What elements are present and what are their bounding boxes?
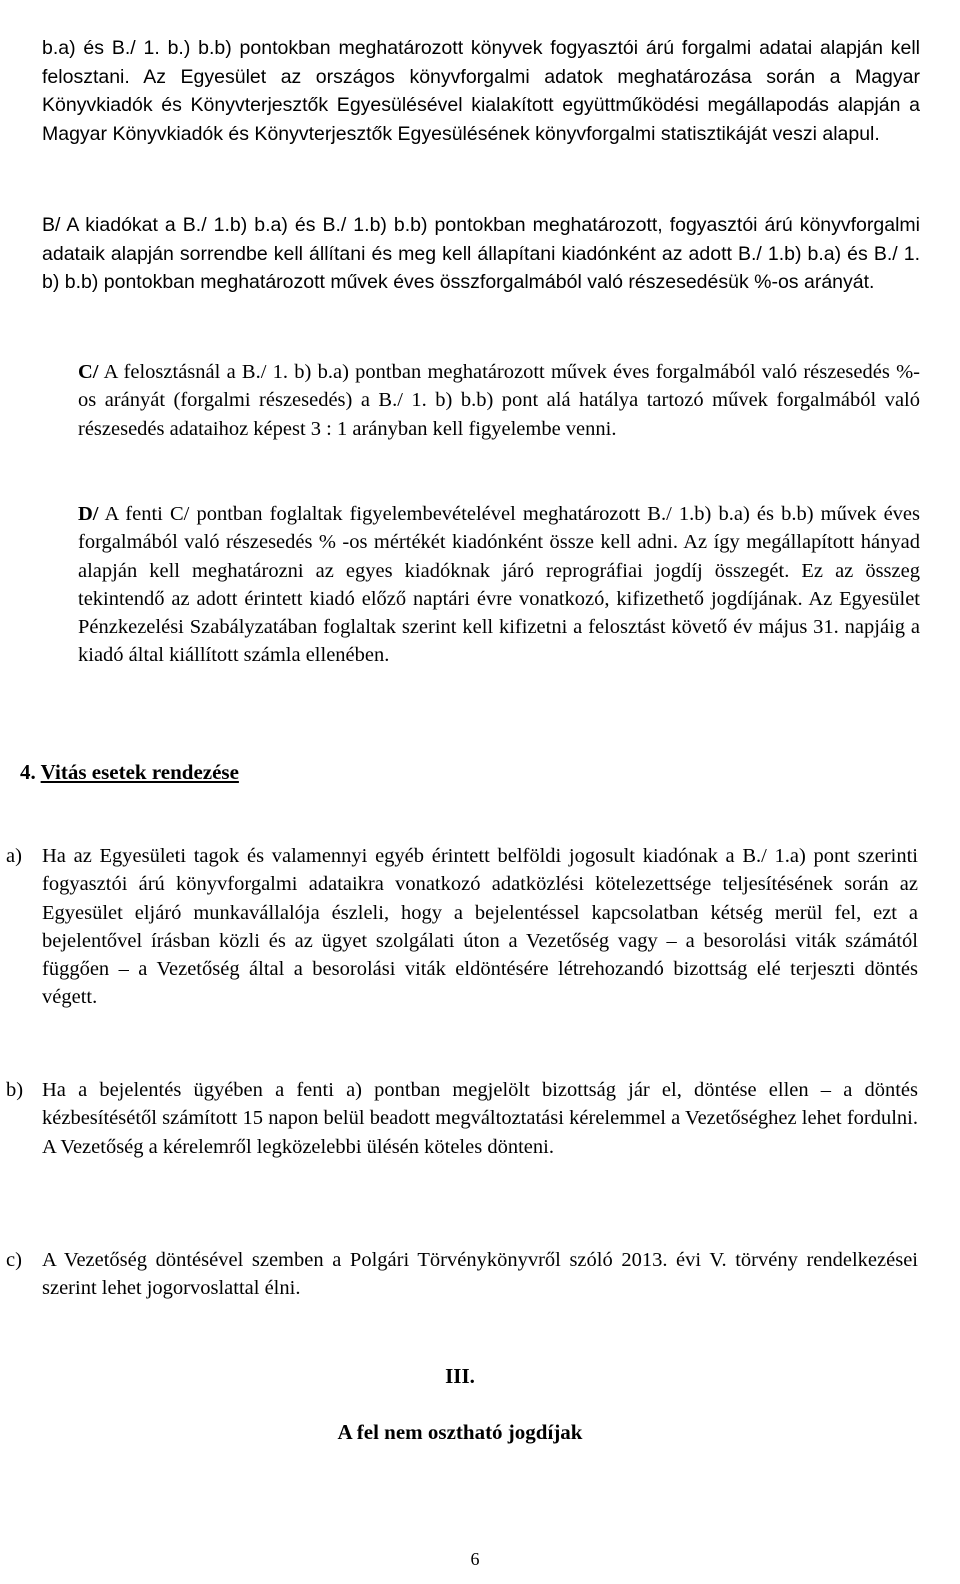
list-item-marker: b) xyxy=(6,1079,24,1101)
section-d-paragraph xyxy=(78,500,920,670)
section-b-paragraph: B/ A kiadókat a B./ 1.b) b.a) és B./ 1.b) b.b) pontokban meghatározott, fogyasztói árú könyvforgalmi adataik alapján sorrendbe kell állítani és meg kell állapítani kiadónként az adott B./ 1.b) b.a) és B./ 1. b) b.b) pontokban meghatározott művek éves összforgalmából való részesedésük %-os arányát. xyxy=(42,214,920,293)
section-4-title: Vitás esetek rendezése xyxy=(40,760,239,784)
intro-paragraph: b.a) és B./ 1. b.) b.b) pontokban meghatározott könyvek fogyasztói árú forgalmi adatai alapján kell felosztani. Az Egyesület az országos könyvforgalmi adatok meghatározása során a Magyar Könyvkiadók és Könyvterjesztők Egyesülésével kialakított együttműködési megállapodás alapján a Magyar Könyvkiadók és Könyvterjesztők Egyesülésének könyvforgalmi statisztikáját veszi alapul. xyxy=(42,37,920,145)
list-item-marker: c) xyxy=(6,1249,22,1271)
section-4-number: 4. xyxy=(20,760,36,784)
section-d-text: A fenti C/ pontban foglaltak figyelembevételével meghatározott B./ 1.b) b.a) és b.b) művek éves forgalmából való részesedés % -os mértékét kiadónként össze kell adni. Az így megállapított hányad alapján kell meghatározni az egyes kiadóknak járó reprográfiai jogdíj összegét. Ez az összeg tekintendő az adott érintett kiadó előző naptári évre vonatkozó, kifizethető jogdíjának. Az Egyesület Pénzkezelési Szabályzatában foglaltak szerint kell kifizetni a felosztást követő év május 31. napjáig a kiadó által kiállított számla ellenében. xyxy=(78,503,920,667)
section-iii-number: III. xyxy=(445,1364,475,1388)
list-item-text: Ha az Egyesületi tagok és valamennyi egyéb érintett belföldi jogosult kiadónak a B./ 1.a) pont szerinti fogyasztói árú könyvforgalmi adataikra vonatkozó adatközlési kötelezettsége teljesítésének során az Egyesület eljáró munkavállalója észleli, hogy a bejelentéssel kapcsolatban kétség merül fel, ezt a bejelentővel írásban közli és az ügyet szolgálati úton a Vezetőség vagy – a besorolási viták számától függően – a Vezetőség által a besorolási viták eldöntésére létrehozandó bizottság elé terjeszti döntés végett. xyxy=(42,845,918,1009)
section-c-label: C/ xyxy=(78,361,99,383)
section-iii-title: A fel nem osztható jogdíjak xyxy=(337,1420,583,1444)
list-item-text: Ha a bejelentés ügyében a fenti a) pontban megjelölt bizottság jár el, döntése ellen – a döntés kézbesítésétől számított 15 napon belül beadott megváltoztatási kérelemmel a Vezetőséghez lehet fordulni. A Vezetőség a kérelemről legközelebbi ülésén köteles dönteni. xyxy=(42,1079,918,1158)
section-d-label: D/ xyxy=(78,503,99,525)
section-c-text: A felosztásnál a B./ 1. b) b.a) pontban meghatározott művek éves forgalmából való részesedés %-os arányát (forgalmi részesedés) a B./ 1. b) b.b) pont alá hatálya tartozó művek forgalmából való részesedés adataihoz képest 3 : 1 arányban kell figyelembe venni. xyxy=(78,361,920,440)
section-4-heading xyxy=(20,758,239,786)
page-number: 6 xyxy=(470,1549,480,1569)
section-c-paragraph xyxy=(78,358,920,443)
list-item-text: A Vezetőség döntésével szemben a Polgári Törvénykönyvről szóló 2013. évi V. törvény rendelkezései szerint lehet jogorvoslattal élni. xyxy=(42,1249,918,1300)
list-item-marker: a) xyxy=(6,845,22,867)
